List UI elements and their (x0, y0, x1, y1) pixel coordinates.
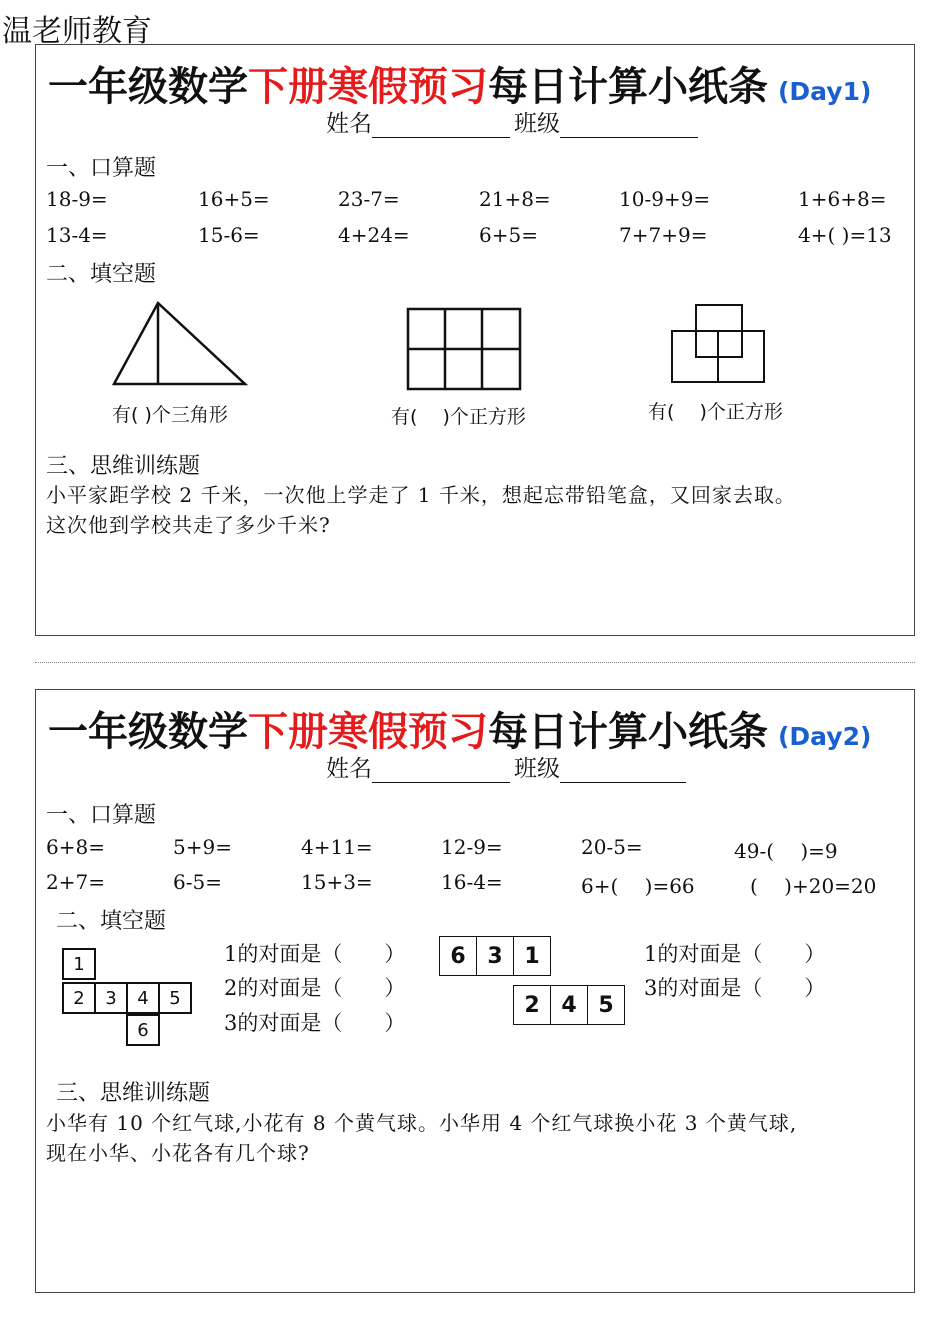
equation: 23-7= (338, 187, 400, 211)
section-heading: 一、口算题 (46, 803, 157, 828)
section-heading: 三、思维训练题 (56, 1081, 211, 1106)
equation: 6+8= (46, 835, 105, 859)
equation: 6+5= (479, 223, 538, 247)
net-face: 3 (94, 982, 128, 1014)
equation: 10-9+9= (619, 187, 711, 211)
equation: 12-9= (441, 835, 503, 859)
class-label: 班级 (514, 756, 560, 782)
triangle-figure (110, 301, 250, 387)
net-face: 6 (439, 936, 477, 976)
equation: 21+8= (479, 187, 551, 211)
opposite-face-question: 3的对面是（ ） (224, 1011, 406, 1035)
net-face: 2 (62, 982, 96, 1014)
name-class-row (326, 750, 690, 783)
section-heading: 三、思维训练题 (46, 454, 201, 479)
net-face: 3 (476, 936, 514, 976)
day-label: (Day2) (778, 722, 872, 751)
square-grid-figure (406, 307, 524, 393)
word-problem (46, 1108, 911, 1168)
name-label: 姓名 (326, 756, 372, 782)
title-highlight: 下册寒假预习 (248, 64, 488, 110)
shape-question: 有( )个正方形 (391, 406, 526, 428)
equation: 4+11= (301, 835, 373, 859)
cut-line (35, 662, 915, 663)
name-label: 姓名 (326, 111, 372, 137)
net-face: 4 (550, 985, 588, 1025)
opposite-face-question: 1的对面是（ ） (644, 942, 826, 966)
shape-question: 有( )个三角形 (112, 404, 228, 426)
worksheet-title (48, 55, 871, 112)
title-highlight: 下册寒假预习 (248, 709, 488, 755)
class-blank[interactable] (560, 761, 686, 783)
shape-question: 有( )个正方形 (648, 401, 783, 423)
equation: 7+7+9= (619, 223, 708, 247)
day-label: (Day1) (778, 77, 872, 106)
title-part: 每日计算小纸条 (488, 64, 768, 110)
opposite-face-question: 1的对面是（ ） (224, 942, 406, 966)
section-heading: 二、填空题 (56, 909, 167, 934)
class-label: 班级 (514, 111, 560, 137)
class-blank[interactable] (560, 116, 698, 138)
equation: 16+5= (198, 187, 270, 211)
equation: 4+( )=13 (798, 223, 892, 247)
net-face: 2 (513, 985, 551, 1025)
equation: ( )+20=20 (750, 874, 877, 898)
equation: 20-5= (581, 835, 643, 859)
name-blank[interactable] (372, 761, 510, 783)
watermark-text: 温老师教育 (2, 14, 152, 49)
equation: 2+7= (46, 870, 105, 894)
title-part: 每日计算小纸条 (488, 709, 768, 755)
overlapping-squares-figure (670, 303, 768, 385)
equation: 4+24= (338, 223, 410, 247)
net-face: 5 (158, 982, 192, 1014)
equation: 5+9= (173, 835, 232, 859)
problem-line: 小华有 10 个红气球,小花有 8 个黄气球。小华用 4 个红气球换小花 3 个黄气球, (46, 1111, 798, 1135)
equation: 1+6+8= (798, 187, 887, 211)
opposite-face-question: 2的对面是（ ） (224, 976, 406, 1000)
net-face: 1 (62, 948, 96, 980)
equation: 6+( )=66 (581, 874, 695, 898)
equation: 18-9= (46, 187, 108, 211)
equation: 13-4= (46, 223, 108, 247)
net-face: 1 (513, 936, 551, 976)
name-blank[interactable] (372, 116, 510, 138)
word-problem (46, 480, 911, 540)
section-heading: 二、填空题 (46, 262, 157, 287)
net-face: 6 (126, 1014, 160, 1046)
title-part: 一年级数学 (48, 64, 248, 110)
section-heading: 一、口算题 (46, 156, 157, 181)
name-class-row (326, 105, 702, 138)
problem-line: 小平家距学校 2 千米，一次他上学走了 1 千米，想起忘带铅笔盒，又回家去取。 (46, 483, 796, 507)
equation: 49-( )=9 (734, 839, 838, 863)
equation: 6-5= (173, 870, 222, 894)
worksheet-day1 (35, 44, 915, 636)
net-face: 5 (587, 985, 625, 1025)
worksheet-day2 (35, 689, 915, 1293)
opposite-face-question: 3的对面是（ ） (644, 976, 826, 1000)
equation: 15-6= (198, 223, 260, 247)
net-face: 4 (126, 982, 160, 1014)
worksheet-title (48, 700, 871, 757)
equation: 16-4= (441, 870, 503, 894)
title-part: 一年级数学 (48, 709, 248, 755)
problem-line: 现在小华、小花各有几个球? (46, 1141, 310, 1165)
equation: 15+3= (301, 870, 373, 894)
problem-line: 这次他到学校共走了多少千米? (46, 513, 331, 537)
